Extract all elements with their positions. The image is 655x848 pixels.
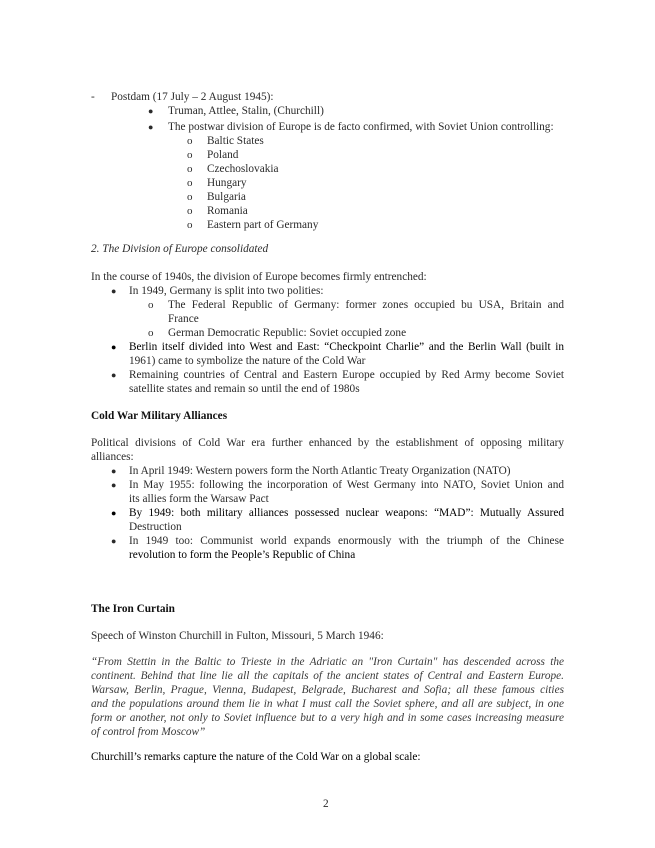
country-item: Eastern part of Germany — [207, 219, 319, 231]
alliances-heading: Cold War Military Alliances — [91, 410, 228, 422]
quote-line-1: “From Stettin in the Baltic to Trieste in the Adriatic an "Iron Curtain" has descended across the — [91, 656, 564, 668]
section-title: 2. The Division of Europe consolidated — [91, 243, 269, 255]
dash-marker: - — [91, 91, 95, 103]
speech-intro: Speech of Winston Churchill in Fulton, Missouri, 5 March 1946: — [91, 630, 384, 642]
bullet-icon: ● — [111, 370, 117, 380]
circle-bullet-icon: o — [187, 205, 193, 217]
closing-sentence: Churchill’s remarks capture the nature of the Cold War on a global scale: — [91, 751, 421, 763]
circle-bullet-icon: o — [187, 163, 193, 175]
section2-bullet-3-line-2: satellite states and remain so until the end of 1980s — [129, 383, 360, 395]
section2-bullet-1: In 1949, Germany is split into two polities: — [129, 285, 324, 297]
bullet-icon: ● — [111, 480, 117, 490]
country-item: Baltic States — [207, 135, 264, 147]
iron-curtain-heading: The Iron Curtain — [91, 603, 175, 615]
country-item: Czechoslovakia — [207, 163, 279, 175]
alliances-bullet-4-line-1: In 1949 too: Communist world expands enormously with the triumph of the Chinese — [129, 535, 564, 547]
alliances-bullet-3-line-2: Destruction — [129, 521, 182, 533]
section2-sub-1-line-2: France — [168, 313, 199, 325]
bullet-icon: ● — [148, 122, 154, 132]
alliances-bullet-2-line-2: its allies form the Warsaw Pact — [129, 493, 269, 505]
circle-bullet-icon: o — [187, 135, 193, 147]
circle-bullet-icon: o — [187, 177, 193, 189]
bullet-icon: ● — [111, 466, 117, 476]
country-item: Bulgaria — [207, 191, 246, 203]
section2-intro: In the course of 1940s, the division of Europe becomes firmly entrenched: — [91, 271, 427, 283]
alliances-intro-line-1: Political divisions of Cold War era further enhanced by the establishment of opposing military — [91, 437, 564, 449]
potsdam-heading: Postdam (17 July – 2 August 1945): — [111, 91, 274, 103]
section2-sub-1-line-1: The Federal Republic of Germany: former zones occupied bu USA, Britain and — [168, 299, 564, 311]
quote-line-5: form or another, not only to Soviet influence but to a very high and in some cases increasing measure — [91, 712, 564, 724]
country-item: Romania — [207, 205, 248, 217]
potsdam-bullet-1: Truman, Attlee, Stalin, (Churchill) — [168, 105, 324, 117]
section2-bullet-3-line-1: Remaining countries of Central and Eastern Europe occupied by Red Army become Soviet — [129, 369, 564, 381]
section2-bullet-2-line-1: Berlin itself divided into West and East: “Checkpoint Charlie” and the Berlin Wall (built in — [129, 341, 564, 353]
alliances-bullet-4-line-2: revolution to form the People’s Republic of China — [129, 549, 356, 561]
quote-line-3: Warsaw, Berlin, Prague, Vienna, Budapest, Belgrade, Bucharest and Sofia; all these famous cities — [91, 684, 564, 696]
bullet-icon: ● — [111, 342, 117, 352]
quote-line-6: of control from Moscow” — [91, 726, 206, 738]
circle-bullet-icon: o — [187, 149, 193, 161]
circle-bullet-icon: o — [187, 219, 193, 231]
quote-line-2: continent. Behind that line lie all the capitals of the ancient states of Central and Eastern Europe. — [91, 670, 564, 682]
section2-sub-2: German Democratic Republic: Soviet occupied zone — [168, 327, 407, 339]
bullet-icon: ● — [111, 286, 117, 296]
section2-bullet-2-line-2: 1961) came to symbolize the nature of the Cold War — [129, 355, 366, 367]
circle-bullet-icon: o — [148, 299, 154, 311]
country-item: Hungary — [207, 177, 247, 189]
country-item: Poland — [207, 149, 239, 161]
bullet-icon: ● — [111, 508, 117, 518]
alliances-intro-line-2: alliances: — [91, 451, 134, 463]
alliances-bullet-3-line-1: By 1949: both military alliances possessed nuclear weapons: “MAD”: Mutually Assured — [129, 507, 564, 519]
alliances-bullet-1: In April 1949: Western powers form the North Atlantic Treaty Organization (NATO) — [129, 465, 511, 477]
bullet-icon: ● — [111, 536, 117, 546]
circle-bullet-icon: o — [187, 191, 193, 203]
alliances-bullet-2-line-1: In May 1955: following the incorporation of West Germany into NATO, Soviet Union and — [129, 479, 564, 491]
bullet-icon: ● — [148, 106, 154, 116]
potsdam-bullet-2: The postwar division of Europe is de facto confirmed, with Soviet Union controlling: — [168, 121, 554, 133]
circle-bullet-icon: o — [148, 327, 154, 339]
quote-line-4: and the populations around them lie in what I must call the Soviet sphere, and all are subject, in one — [91, 698, 564, 710]
page-number: 2 — [323, 798, 329, 810]
